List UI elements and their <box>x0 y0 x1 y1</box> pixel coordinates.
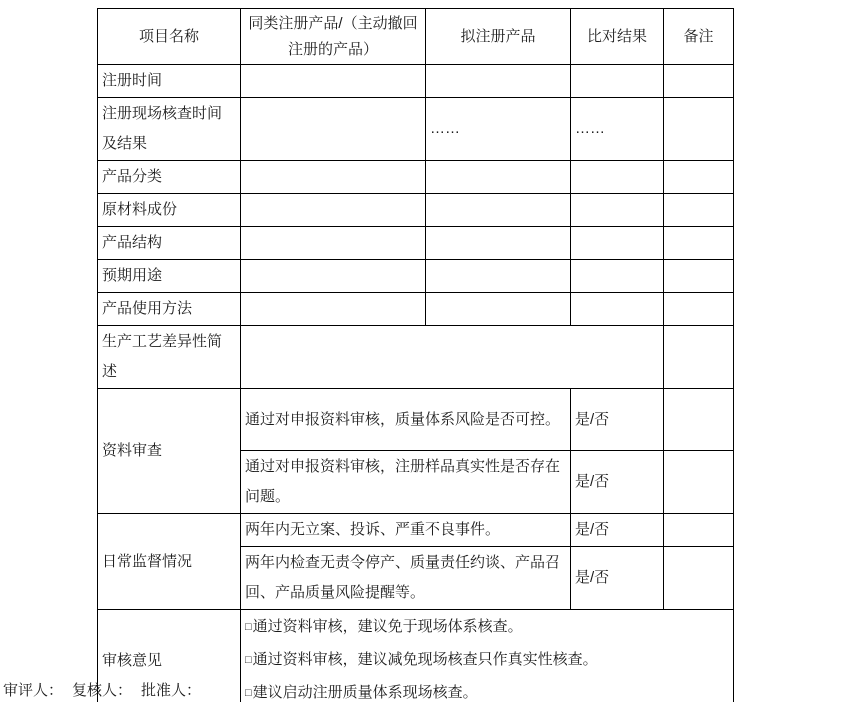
document-review-criterion: 通过对申报资料审核，质量体系风险是否可控。 <box>241 389 571 451</box>
empty-cell <box>241 326 664 389</box>
table-row <box>98 389 734 451</box>
yes-no-result: 是/否 <box>571 514 664 547</box>
empty-cell <box>426 260 571 293</box>
table-row <box>98 194 734 227</box>
row-label-document-review: 资料审查 <box>98 389 241 514</box>
table-header-row <box>98 9 734 65</box>
onsite-inspection-proposed-value: …… <box>426 98 571 161</box>
table-row <box>98 65 734 98</box>
empty-cell <box>241 194 426 227</box>
yes-no-result: 是/否 <box>571 547 664 610</box>
empty-cell <box>571 293 664 326</box>
table-row <box>98 161 734 194</box>
row-label-intended-use: 预期用途 <box>98 260 241 293</box>
header-item-name: 项目名称 <box>98 9 241 65</box>
empty-cell <box>664 65 734 98</box>
row-label-onsite-inspection: 注册现场核查时间及结果 <box>98 98 241 161</box>
empty-cell <box>571 227 664 260</box>
empty-cell <box>426 161 571 194</box>
header-similar-product: 同类注册产品/（主动撤回注册的产品） <box>241 9 426 65</box>
empty-cell <box>664 161 734 194</box>
empty-cell <box>241 65 426 98</box>
empty-cell <box>664 451 734 514</box>
empty-cell <box>664 98 734 161</box>
row-label-raw-materials: 原材料成份 <box>98 194 241 227</box>
empty-cell <box>664 514 734 547</box>
row-label-daily-supervision: 日常监督情况 <box>98 514 241 610</box>
review-opinion-options-cell <box>241 610 734 702</box>
empty-cell <box>426 293 571 326</box>
daily-supervision-criterion: 两年内检查无责令停产、质量责任约谈、产品召回、产品质量风险提醒等。 <box>241 547 571 610</box>
yes-no-result: 是/否 <box>571 451 664 514</box>
approver-label: 批准人： <box>141 682 202 699</box>
empty-cell <box>664 227 734 260</box>
empty-cell <box>664 260 734 293</box>
empty-cell <box>241 260 426 293</box>
review-option <box>245 611 729 644</box>
row-label-process-difference: 生产工艺差异性简述 <box>98 326 241 389</box>
empty-cell <box>664 389 734 451</box>
empty-cell <box>241 293 426 326</box>
empty-cell <box>664 194 734 227</box>
table-row <box>98 98 734 161</box>
review-option-label: 通过资料审核，建议免于现场体系核查。 <box>252 618 523 635</box>
empty-cell <box>426 65 571 98</box>
empty-cell <box>571 260 664 293</box>
review-option <box>245 677 729 702</box>
empty-cell <box>241 227 426 260</box>
signature-line <box>3 681 210 701</box>
yes-no-result: 是/否 <box>571 389 664 451</box>
empty-cell <box>241 98 426 161</box>
empty-cell <box>664 293 734 326</box>
row-label-registration-time: 注册时间 <box>98 65 241 98</box>
table-row <box>98 227 734 260</box>
header-comparison-result: 比对结果 <box>571 9 664 65</box>
row-label-review-opinion: 审核意见 <box>98 610 241 702</box>
row-label-product-structure: 产品结构 <box>98 227 241 260</box>
empty-cell <box>571 194 664 227</box>
review-option <box>245 644 729 677</box>
empty-cell <box>664 326 734 389</box>
row-label-product-classification: 产品分类 <box>98 161 241 194</box>
table-row <box>98 293 734 326</box>
document-review-criterion: 通过对申报资料审核，注册样品真实性是否存在问题。 <box>241 451 571 514</box>
checkbox-icon: □ <box>245 687 252 699</box>
review-option-label: 通过资料审核，建议减免现场核查只作真实性核查。 <box>252 651 598 668</box>
checkbox-icon: □ <box>245 654 252 666</box>
reviewer-label: 审评人： <box>3 682 64 699</box>
empty-cell <box>426 194 571 227</box>
empty-cell <box>571 161 664 194</box>
empty-cell <box>664 547 734 610</box>
review-option-label: 建议启动注册质量体系现场核查。 <box>252 684 478 701</box>
header-remarks: 备注 <box>664 9 734 65</box>
table-row <box>98 326 734 389</box>
header-proposed-product: 拟注册产品 <box>426 9 571 65</box>
comparison-review-table <box>97 8 734 702</box>
onsite-inspection-comparison-value: …… <box>571 98 664 161</box>
empty-cell <box>241 161 426 194</box>
checker-label: 复核人： <box>72 682 133 699</box>
checkbox-icon: □ <box>245 621 252 633</box>
empty-cell <box>426 227 571 260</box>
table-row <box>98 514 734 547</box>
empty-cell <box>571 65 664 98</box>
row-label-usage-method: 产品使用方法 <box>98 293 241 326</box>
table-row <box>98 260 734 293</box>
daily-supervision-criterion: 两年内无立案、投诉、严重不良事件。 <box>241 514 571 547</box>
